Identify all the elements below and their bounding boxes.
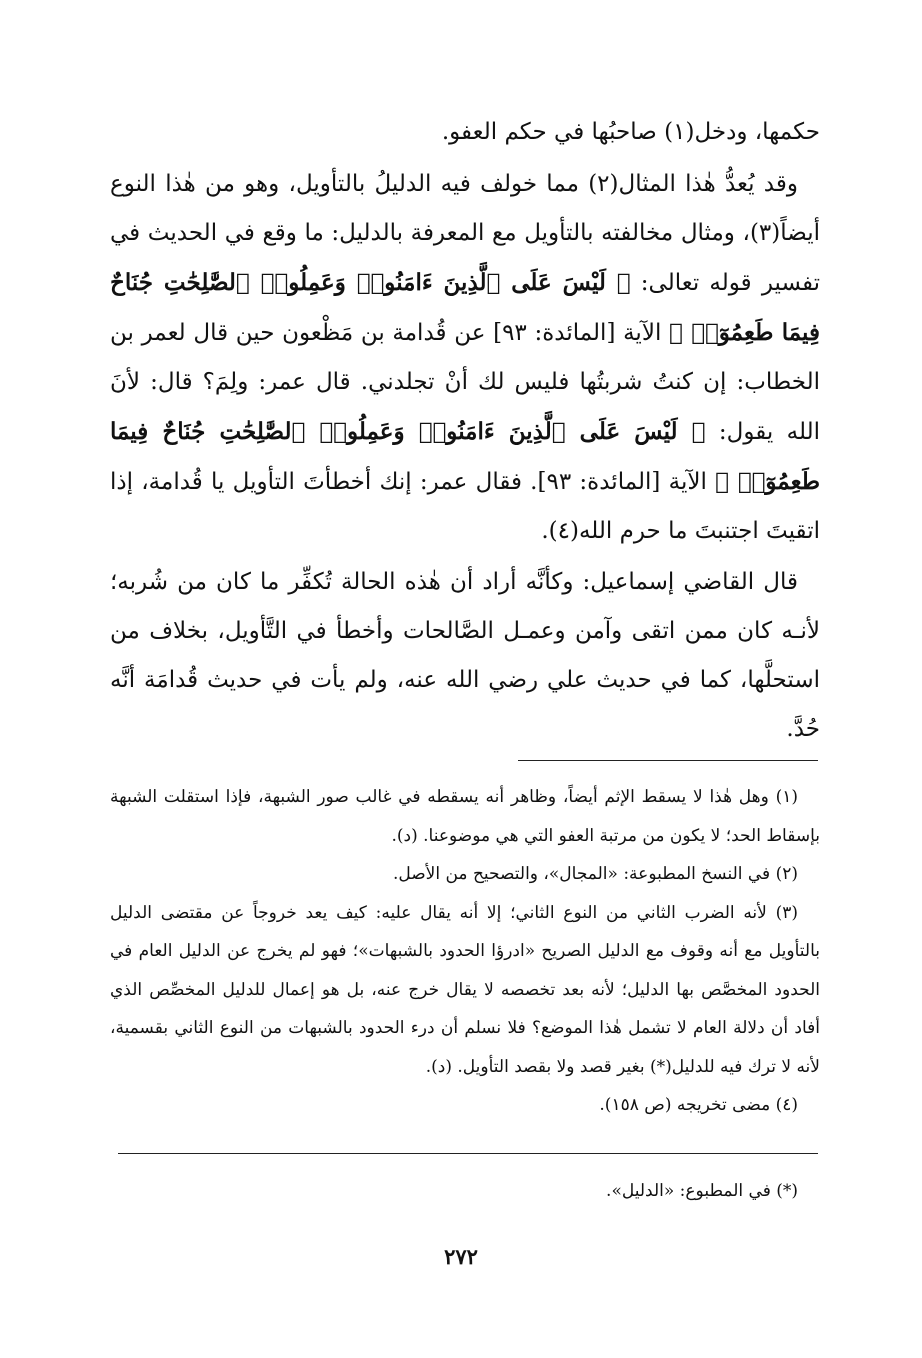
editor-note-separator xyxy=(118,1153,818,1154)
editor-notes xyxy=(110,1172,820,1211)
paragraph-text xyxy=(110,160,820,556)
footnote-2: (٢) في النسخ المطبوعة: «المجال»، والتصحيح من الأصل. xyxy=(392,864,798,884)
footnote-1: (١) وهل هٰذا لا يسقط الإثم أيضاً، وظاهر أنه يسقطه في غالب صور الشبهة، فإذا استقلت الشبهة بإسقاط الحد؛ لا يكون من مرتبة العفو التي هي موضوعنا. (د). xyxy=(110,787,820,846)
text-segment: الآية [المائدة: ٩٣] عن قُدامة بن مَظْعون حين قال لعمر بن الخطاب: إن كنتُ شربتُها فليس لك أنْ تجلدني. قال عمر: ولِمَ؟ قال: لأنَ الله يقول: xyxy=(110,320,820,445)
quran-verse: ﴿ لَيْسَ عَلَى ٱلَّذِينَ ءَامَنُوا۟ وَعَمِلُوا۟ ٱلصَّٰلِحَٰتِ جُنَاحٌ فِيمَا طَعِمُوٓا۟ ﴾ xyxy=(110,418,821,495)
page-number: ٢٧٢ xyxy=(444,1244,478,1269)
footnotes xyxy=(110,778,820,1125)
body-paragraph-continuation xyxy=(110,108,820,157)
body-paragraph-2 xyxy=(110,160,820,556)
body-paragraph-3 xyxy=(110,558,820,754)
quran-verse: ﴿ لَيْسَ عَلَى ٱلَّذِينَ ءَامَنُوا۟ وَعَمِلُوا۟ ٱلصَّٰلِحَٰتِ جُنَاحٌ فِيمَا طَعِمُوٓا۟ ﴾ xyxy=(110,269,820,346)
paragraph-text: قال القاضي إسماعيل: وكأنَّه أراد أن هٰذه الحالة تُكفِّر ما كان من شُربه؛ لأنـه كان ممن اتقى وآمن وعمـل الصَّالحات وأخطأ في التَّأويل، بخلاف من استحلَّها، كما في حديث علي رضي الله عنه، ولم يأت في حديث قُدامَة أنَّه حُدَّ. xyxy=(110,569,820,742)
footnote-separator xyxy=(518,760,818,761)
footnote-4: (٤) مضى تخريجه (ص ١٥٨). xyxy=(599,1095,798,1115)
footnote-star: (*) في المطبوع: «الدليل». xyxy=(606,1181,798,1201)
footnote-3: (٣) لأنه الضرب الثاني من النوع الثاني؛ إلا أنه يقال عليه: كيف يعد خروجاً عن مقتضى الدليل بالتأويل مع أنه وقوف مع الدليل الصريح «ادرؤا الحدود بالشبهات»؛ فهو لم يخرج عن الدليل العام في الحدود المخصَّص بها الدليل؛ لأنه بعد تخصصه لا يقال خرج عنه، بل هو إعمال للدليل المخصِّص الذي أفاد أن دلالة العام لا تشمل هٰذا الموضع؟ فلا نسلم أن درء الحدود بالشبهات من النوع الثاني بقسمية، لأنه لا ترك فيه للدليل(*) بغير قصد ولا بقصد التأويل. (د). xyxy=(110,902,820,1077)
text-segment: الآية [المائدة: ٩٣]. فقال عمر: إنك أخطأتَ التأويل يا قُدامة، إذا اتقيتَ اجتنبتَ ما حرم الله(٤). xyxy=(110,469,820,544)
paragraph-text: حكمها، ودخل(١) صاحبُها في حكم العفو. xyxy=(441,119,820,145)
text-segment: وقد يُعدُّ هٰذا المثال(٢) مما خولف فيه الدليلُ بالتأويل، وهو من هٰذا النوع أيضاً(٣)، ومثال مخالفته بالتأويل مع المعرفة بالدليل: ما وقع في الحديث في تفسير قوله تعالى: xyxy=(110,171,821,296)
